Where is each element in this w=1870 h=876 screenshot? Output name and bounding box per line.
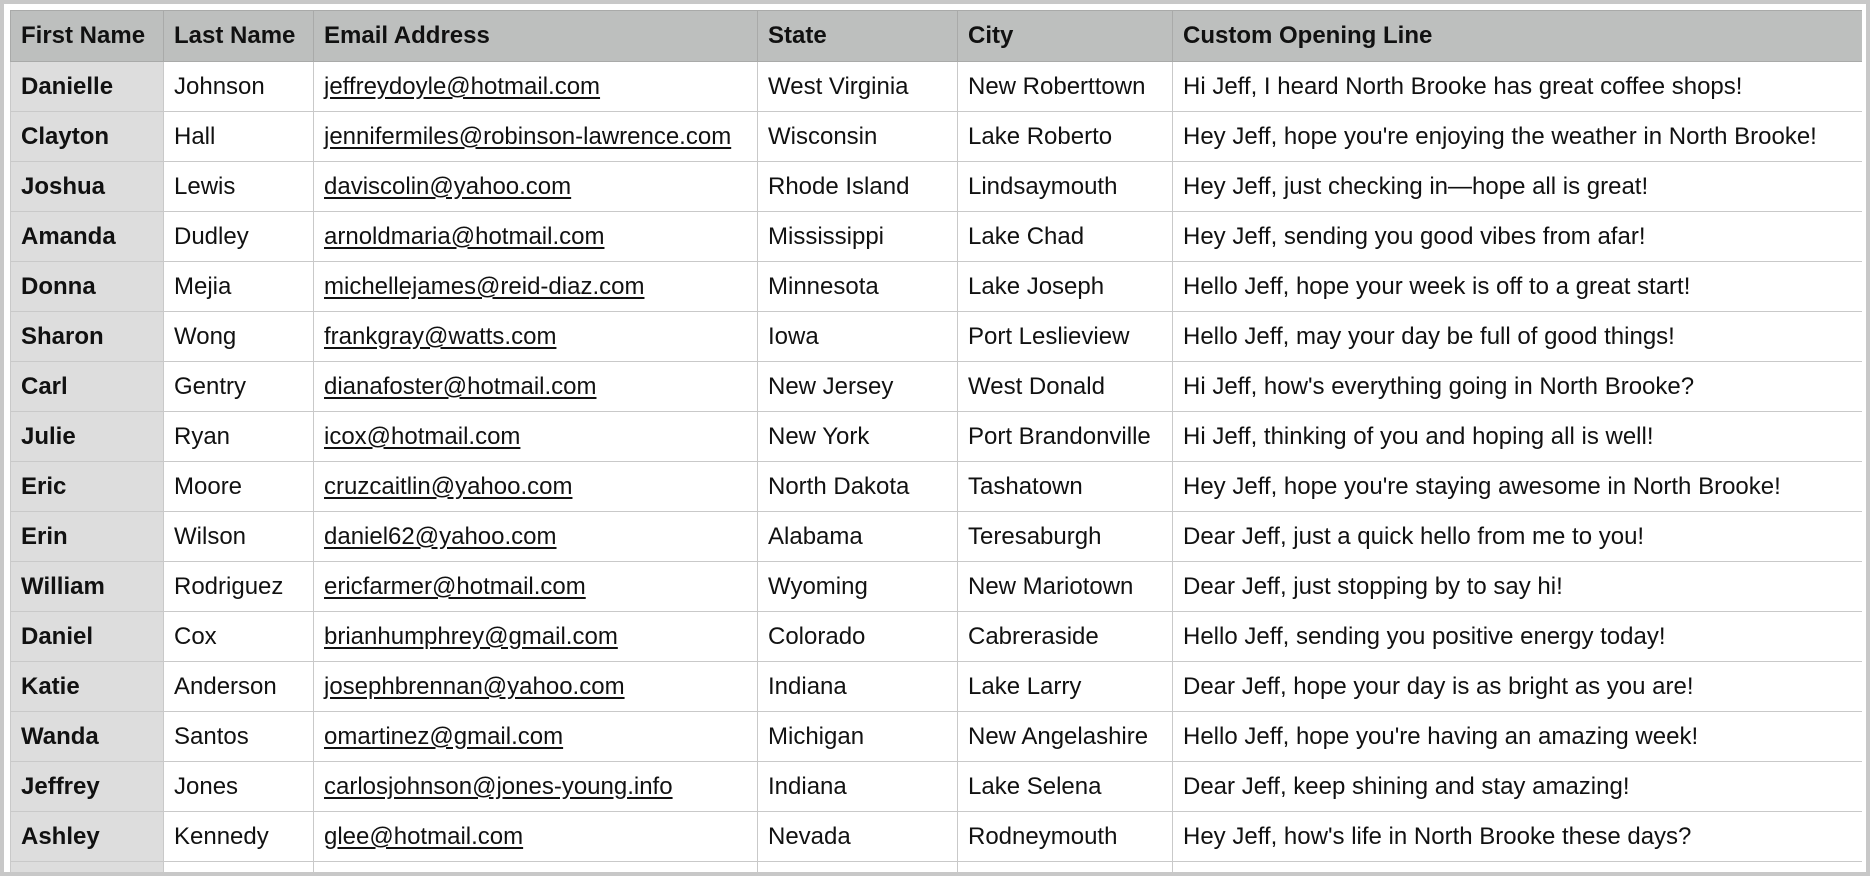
- empty-cell[interactable]: [11, 862, 164, 873]
- table-row-empty: [11, 862, 1863, 873]
- table-row: [11, 62, 1863, 112]
- first-name-cell[interactable]: Danielle: [11, 62, 164, 112]
- email-cell[interactable]: cruzcaitlin@yahoo.com: [314, 462, 758, 512]
- table-row: [11, 412, 1863, 462]
- last-name-cell[interactable]: Wilson: [164, 512, 314, 562]
- column-header-last-name[interactable]: Last Name: [164, 11, 314, 62]
- email-cell[interactable]: michellejames@reid-diaz.com: [314, 262, 758, 312]
- opening-line-cell[interactable]: Hey Jeff, just checking in—hope all is great!: [1173, 162, 1863, 212]
- opening-line-cell[interactable]: Hello Jeff, sending you positive energy today!: [1173, 612, 1863, 662]
- city-cell[interactable]: New Roberttown: [958, 62, 1173, 112]
- opening-line-cell[interactable]: Dear Jeff, just a quick hello from me to you!: [1173, 512, 1863, 562]
- first-name-cell[interactable]: Amanda: [11, 212, 164, 262]
- state-cell[interactable]: Alabama: [758, 512, 958, 562]
- city-cell[interactable]: Lake Joseph: [958, 262, 1173, 312]
- opening-line-cell[interactable]: Hey Jeff, sending you good vibes from afar!: [1173, 212, 1863, 262]
- contacts-table: [10, 10, 1862, 872]
- opening-line-cell[interactable]: Dear Jeff, just stopping by to say hi!: [1173, 562, 1863, 612]
- state-cell[interactable]: Wisconsin: [758, 112, 958, 162]
- city-cell[interactable]: New Angelashire: [958, 712, 1173, 762]
- table-row: [11, 712, 1863, 762]
- city-cell[interactable]: West Donald: [958, 362, 1173, 412]
- column-header-email-address[interactable]: Email Address: [314, 11, 758, 62]
- table-row: [11, 462, 1863, 512]
- opening-line-cell[interactable]: Dear Jeff, keep shining and stay amazing!: [1173, 762, 1863, 812]
- state-cell[interactable]: Nevada: [758, 812, 958, 862]
- first-name-cell[interactable]: Daniel: [11, 612, 164, 662]
- state-cell[interactable]: Wyoming: [758, 562, 958, 612]
- email-cell[interactable]: josephbrennan@yahoo.com: [314, 662, 758, 712]
- email-cell[interactable]: frankgray@watts.com: [314, 312, 758, 362]
- first-name-cell[interactable]: Sharon: [11, 312, 164, 362]
- city-cell[interactable]: Port Brandonville: [958, 412, 1173, 462]
- last-name-cell[interactable]: Wong: [164, 312, 314, 362]
- first-name-cell[interactable]: Erin: [11, 512, 164, 562]
- header-row: [11, 11, 1863, 62]
- last-name-cell[interactable]: Santos: [164, 712, 314, 762]
- opening-line-cell[interactable]: Hey Jeff, hope you're staying awesome in North Brooke!: [1173, 462, 1863, 512]
- first-name-cell[interactable]: Ashley: [11, 812, 164, 862]
- column-header-state[interactable]: State: [758, 11, 958, 62]
- opening-line-cell[interactable]: Hey Jeff, how's life in North Brooke these days?: [1173, 812, 1863, 862]
- table-row: [11, 112, 1863, 162]
- email-cell[interactable]: jennifermiles@robinson-lawrence.com: [314, 112, 758, 162]
- last-name-cell[interactable]: Jones: [164, 762, 314, 812]
- opening-line-cell[interactable]: Hi Jeff, I heard North Brooke has great coffee shops!: [1173, 62, 1863, 112]
- city-cell[interactable]: Rodneymouth: [958, 812, 1173, 862]
- email-cell[interactable]: brianhumphrey@gmail.com: [314, 612, 758, 662]
- opening-line-cell[interactable]: Hey Jeff, hope you're enjoying the weather in North Brooke!: [1173, 112, 1863, 162]
- city-cell[interactable]: Tashatown: [958, 462, 1173, 512]
- city-cell[interactable]: Cabreraside: [958, 612, 1173, 662]
- email-cell[interactable]: ericfarmer@hotmail.com: [314, 562, 758, 612]
- opening-line-cell[interactable]: Hi Jeff, thinking of you and hoping all is well!: [1173, 412, 1863, 462]
- table-row: [11, 812, 1863, 862]
- first-name-cell[interactable]: Julie: [11, 412, 164, 462]
- last-name-cell[interactable]: Lewis: [164, 162, 314, 212]
- email-cell[interactable]: arnoldmaria@hotmail.com: [314, 212, 758, 262]
- last-name-cell[interactable]: Johnson: [164, 62, 314, 112]
- empty-cell[interactable]: [958, 862, 1173, 873]
- last-name-cell[interactable]: Kennedy: [164, 812, 314, 862]
- column-header-custom-opening-line[interactable]: Custom Opening Line: [1173, 11, 1863, 62]
- city-cell[interactable]: Port Leslieview: [958, 312, 1173, 362]
- email-cell[interactable]: icox@hotmail.com: [314, 412, 758, 462]
- email-cell[interactable]: dianafoster@hotmail.com: [314, 362, 758, 412]
- email-cell[interactable]: omartinez@gmail.com: [314, 712, 758, 762]
- empty-cell[interactable]: [314, 862, 758, 873]
- opening-line-cell[interactable]: Hello Jeff, may your day be full of good things!: [1173, 312, 1863, 362]
- state-cell[interactable]: Colorado: [758, 612, 958, 662]
- column-header-first-name[interactable]: First Name: [11, 11, 164, 62]
- state-cell[interactable]: Mississippi: [758, 212, 958, 262]
- opening-line-cell[interactable]: Hello Jeff, hope you're having an amazing week!: [1173, 712, 1863, 762]
- city-cell[interactable]: Lake Larry: [958, 662, 1173, 712]
- city-cell[interactable]: Lindsaymouth: [958, 162, 1173, 212]
- opening-line-cell[interactable]: Dear Jeff, hope your day is as bright as you are!: [1173, 662, 1863, 712]
- table-row: [11, 212, 1863, 262]
- table-row: [11, 162, 1863, 212]
- empty-cell[interactable]: [164, 862, 314, 873]
- table-body: [11, 62, 1863, 873]
- state-cell[interactable]: Minnesota: [758, 262, 958, 312]
- state-cell[interactable]: New Jersey: [758, 362, 958, 412]
- table-row: [11, 612, 1863, 662]
- city-cell[interactable]: Lake Roberto: [958, 112, 1173, 162]
- first-name-cell[interactable]: Clayton: [11, 112, 164, 162]
- table-row: [11, 762, 1863, 812]
- first-name-cell[interactable]: Wanda: [11, 712, 164, 762]
- state-cell[interactable]: New York: [758, 412, 958, 462]
- last-name-cell[interactable]: Moore: [164, 462, 314, 512]
- email-cell[interactable]: glee@hotmail.com: [314, 812, 758, 862]
- first-name-cell[interactable]: Joshua: [11, 162, 164, 212]
- last-name-cell[interactable]: Gentry: [164, 362, 314, 412]
- table-row: [11, 562, 1863, 612]
- state-cell[interactable]: West Virginia: [758, 62, 958, 112]
- city-cell[interactable]: New Mariotown: [958, 562, 1173, 612]
- table-row: [11, 312, 1863, 362]
- first-name-cell[interactable]: Eric: [11, 462, 164, 512]
- last-name-cell[interactable]: Ryan: [164, 412, 314, 462]
- table-row: [11, 662, 1863, 712]
- empty-cell[interactable]: [1173, 862, 1863, 873]
- state-cell[interactable]: Indiana: [758, 662, 958, 712]
- email-cell[interactable]: daniel62@yahoo.com: [314, 512, 758, 562]
- state-cell[interactable]: Iowa: [758, 312, 958, 362]
- first-name-cell[interactable]: Jeffrey: [11, 762, 164, 812]
- last-name-cell[interactable]: Anderson: [164, 662, 314, 712]
- city-cell[interactable]: Lake Chad: [958, 212, 1173, 262]
- column-header-city[interactable]: City: [958, 11, 1173, 62]
- opening-line-cell[interactable]: Hello Jeff, hope your week is off to a great start!: [1173, 262, 1863, 312]
- last-name-cell[interactable]: Hall: [164, 112, 314, 162]
- first-name-cell[interactable]: Carl: [11, 362, 164, 412]
- last-name-cell[interactable]: Rodriguez: [164, 562, 314, 612]
- city-cell[interactable]: Teresaburgh: [958, 512, 1173, 562]
- state-cell[interactable]: Michigan: [758, 712, 958, 762]
- last-name-cell[interactable]: Cox: [164, 612, 314, 662]
- email-cell[interactable]: jeffreydoyle@hotmail.com: [314, 62, 758, 112]
- table-row: [11, 512, 1863, 562]
- last-name-cell[interactable]: Dudley: [164, 212, 314, 262]
- state-cell[interactable]: Indiana: [758, 762, 958, 812]
- empty-cell[interactable]: [758, 862, 958, 873]
- table-row: [11, 362, 1863, 412]
- spreadsheet-grid: [10, 10, 1862, 872]
- city-cell[interactable]: Lake Selena: [958, 762, 1173, 812]
- first-name-cell[interactable]: Donna: [11, 262, 164, 312]
- table-row: [11, 262, 1863, 312]
- state-cell[interactable]: Rhode Island: [758, 162, 958, 212]
- opening-line-cell[interactable]: Hi Jeff, how's everything going in North Brooke?: [1173, 362, 1863, 412]
- first-name-cell[interactable]: Katie: [11, 662, 164, 712]
- email-cell[interactable]: carlosjohnson@jones-young.info: [314, 762, 758, 812]
- email-cell[interactable]: daviscolin@yahoo.com: [314, 162, 758, 212]
- state-cell[interactable]: North Dakota: [758, 462, 958, 512]
- first-name-cell[interactable]: William: [11, 562, 164, 612]
- last-name-cell[interactable]: Mejia: [164, 262, 314, 312]
